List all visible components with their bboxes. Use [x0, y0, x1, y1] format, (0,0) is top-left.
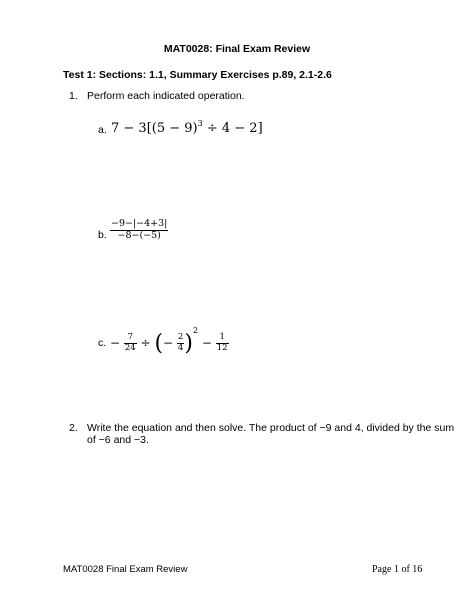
page-title: MAT0028: Final Exam Review — [163, 43, 311, 55]
part-c-minus-3: − — [201, 336, 212, 350]
part-b-expression — [110, 219, 168, 242]
question-2-number: 2. — [69, 422, 78, 434]
part-a-expr-post: ÷ 4 − 2] — [202, 121, 263, 136]
section-heading: Test 1: Sections: 1.1, Summary Exercises p.89, 2.1-2.6 — [63, 69, 332, 81]
question-1-number: 1. — [69, 90, 78, 102]
part-b-denominator: −8−(−5) — [117, 229, 161, 241]
part-a-expression — [111, 119, 263, 136]
footer-document-title: MAT0028 Final Exam Review — [63, 564, 188, 575]
part-c-fraction-3 — [216, 333, 229, 354]
question-2-text-line-2: of −6 and −3. — [87, 434, 149, 446]
part-c-expression — [110, 326, 229, 356]
question-2-text-line-1: Write the equation and then solve. The product of −9 and 4, divided by the sum — [87, 422, 455, 434]
part-c-fraction-2-den: 4 — [177, 343, 184, 353]
part-c-right-paren: ) — [184, 331, 193, 356]
part-c-left-paren: ( — [154, 331, 164, 356]
question-1-text: Perform each indicated operation. — [87, 90, 245, 102]
part-a-exponent: 3 — [197, 119, 203, 128]
part-c-exponent: 2 — [192, 326, 199, 335]
part-a-label: a. — [98, 124, 107, 136]
part-c-fraction-3-num: 1 — [216, 333, 229, 344]
part-a-expr-pre: 7 − 3[(5 − 9) — [111, 121, 198, 136]
part-c-minus-2: − — [163, 336, 174, 350]
part-b-numerator: −9−|−4+3| — [111, 218, 168, 229]
part-c-fraction-2-num: 2 — [177, 332, 184, 343]
part-c-label: c. — [98, 337, 107, 349]
part-c-minus-1: − — [110, 336, 121, 350]
part-c-fraction-1-den: 24 — [124, 343, 136, 353]
part-c-fraction-3-den: 12 — [216, 343, 228, 353]
part-c-fraction-1 — [124, 333, 137, 354]
part-b-fraction — [110, 219, 168, 242]
part-c-fraction-1-num: 7 — [124, 333, 137, 344]
part-c-divide-sign: ÷ — [140, 336, 151, 350]
footer-page-number: Page 1 of 16 — [372, 564, 423, 575]
part-b-label: b. — [98, 229, 107, 241]
